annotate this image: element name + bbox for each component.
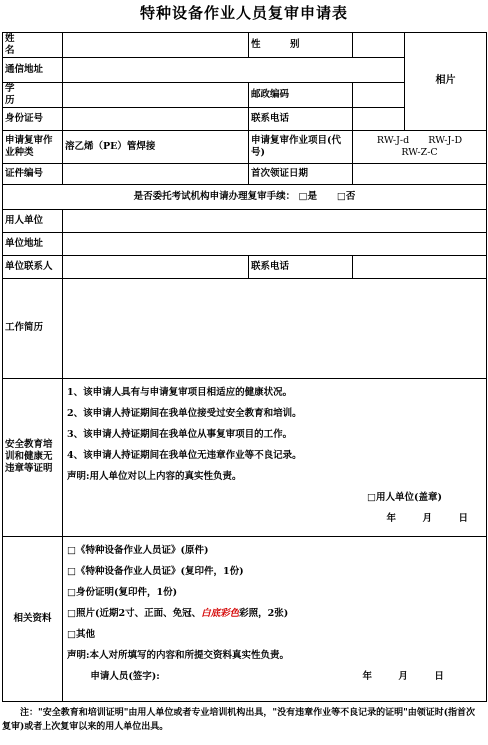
employer-address-field[interactable]: [63, 232, 487, 255]
date-year: 年: [362, 670, 372, 682]
address-field[interactable]: [63, 57, 405, 82]
doc-item: [67, 540, 482, 561]
footnote: 注："安全教育和培训证明"由用人单位或者专业培训机构出具，"没有违章作业等不良记录的证明"由领证时(指首次复审)或者上次复审以来的用人单位出具。: [2, 708, 476, 732]
entrust-row: [3, 184, 487, 209]
name-field[interactable]: [63, 33, 249, 58]
doc-text: 其他: [75, 628, 95, 640]
employer-seal-label: 用人单位(盖章): [376, 491, 443, 503]
category-value[interactable]: 溶乙烯（PE）管焊接: [63, 130, 249, 163]
work-history-field[interactable]: [63, 278, 487, 378]
first-date-field[interactable]: [353, 163, 487, 184]
safety-item: 4、该申请人持证期间在我单位无违章作业等不良记录。: [67, 449, 302, 461]
item-codes: [353, 130, 487, 163]
employer-field[interactable]: [63, 209, 487, 232]
date-day: 日: [434, 670, 444, 682]
employer-label: 用人单位: [3, 209, 63, 232]
safety-label: 安全教育培训和健康无违章等证明: [3, 378, 63, 536]
docs-section: [63, 536, 487, 701]
safety-item: 1、该申请人具有与申请复审项目相适应的健康状况。: [67, 386, 293, 398]
date-month: 月: [398, 670, 408, 682]
employer-address-label: 单位地址: [3, 232, 63, 255]
employer-seal-checkbox[interactable]: □: [367, 491, 377, 503]
postcode-field[interactable]: [353, 82, 405, 107]
education-field[interactable]: [63, 82, 249, 107]
idcard-label: 身份证号: [3, 107, 63, 130]
cert-field[interactable]: [63, 163, 249, 184]
date-day: 日: [458, 512, 469, 524]
doc-text: 《特种设备作业人员证》(原件): [75, 544, 209, 556]
postcode-label: 邮政编码: [249, 82, 353, 107]
name-label: 姓 名: [3, 33, 63, 58]
doc-item: [67, 582, 482, 603]
safety-item: 3、该申请人持证期间在我单位从事复审项目的工作。: [67, 428, 293, 440]
doc-item: [67, 624, 482, 645]
applicant-sign-label: 申请人员(签字):: [90, 670, 160, 682]
applicant-statement: 声明:本人对所填写的内容和所提交资料真实性负责。: [67, 649, 290, 661]
work-history-label: 工作简历: [3, 278, 63, 378]
address-label: 通信地址: [3, 57, 63, 82]
gender-label: 性 别: [249, 33, 353, 58]
employer-contact-label: 单位联系人: [3, 255, 63, 278]
employer-phone-field[interactable]: [353, 255, 487, 278]
item-code: RW-J-D: [428, 134, 463, 146]
doc-checkbox[interactable]: □: [67, 607, 76, 619]
employer-seal-line: [67, 487, 482, 508]
doc-text: 《特种设备作业人员证》(复印件，1份): [75, 565, 244, 577]
entrust-yes-checkbox[interactable]: □: [298, 190, 308, 202]
education-label: 学 历: [3, 82, 63, 107]
doc-text: 身份证明(复印件，1份): [75, 586, 178, 598]
doc-checkbox[interactable]: □: [67, 565, 76, 577]
item-code: RW-J-d: [376, 134, 410, 146]
application-form-table: [2, 32, 487, 702]
employer-date-line: [67, 508, 482, 529]
applicant-sign-line: [67, 666, 482, 687]
entrust-no-checkbox[interactable]: □: [336, 190, 346, 202]
entrust-no-label: 否: [345, 190, 356, 202]
safety-item: 2、该申请人持证期间在我单位接受过安全教育和培训。: [67, 407, 302, 419]
doc-checkbox[interactable]: □: [67, 586, 76, 598]
cert-label: 证件编号: [3, 163, 63, 184]
entrust-text: 是否委托考试机构申请办理复审手续：: [133, 190, 296, 202]
doc-checkbox[interactable]: □: [67, 628, 76, 640]
safety-section: [63, 378, 487, 536]
photo-label: 相片: [435, 75, 456, 86]
doc-text: 照片(近期2寸、正面、免冠、: [75, 607, 202, 619]
docs-label: 相关资料: [3, 536, 63, 701]
date-year: 年: [386, 512, 397, 524]
item-label: 申请复审作业项目(代号): [249, 130, 353, 163]
phone-field[interactable]: [353, 107, 405, 130]
first-date-label: 首次领证日期: [249, 163, 353, 184]
date-month: 月: [422, 512, 433, 524]
idcard-field[interactable]: [63, 107, 249, 130]
entrust-yes-label: 是: [307, 190, 317, 202]
doc-highlight: 白底彩色: [201, 607, 240, 619]
doc-text: 彩照，2张): [239, 607, 289, 619]
doc-item: [67, 561, 482, 582]
item-code: RW-Z-C: [401, 146, 438, 158]
gender-field[interactable]: [353, 33, 405, 58]
employer-contact-field[interactable]: [63, 255, 249, 278]
phone-label: 联系电话: [249, 107, 353, 130]
doc-checkbox[interactable]: □: [67, 544, 76, 556]
employer-phone-label: 联系电话: [249, 255, 353, 278]
category-label: 申请复审作业种类: [3, 130, 63, 163]
safety-statement: 声明:用人单位对以上内容的真实性负责。: [67, 470, 242, 482]
photo-box[interactable]: [405, 33, 487, 131]
doc-item: [67, 603, 482, 624]
form-title: 特种设备作业人员复审申请表: [139, 4, 348, 22]
